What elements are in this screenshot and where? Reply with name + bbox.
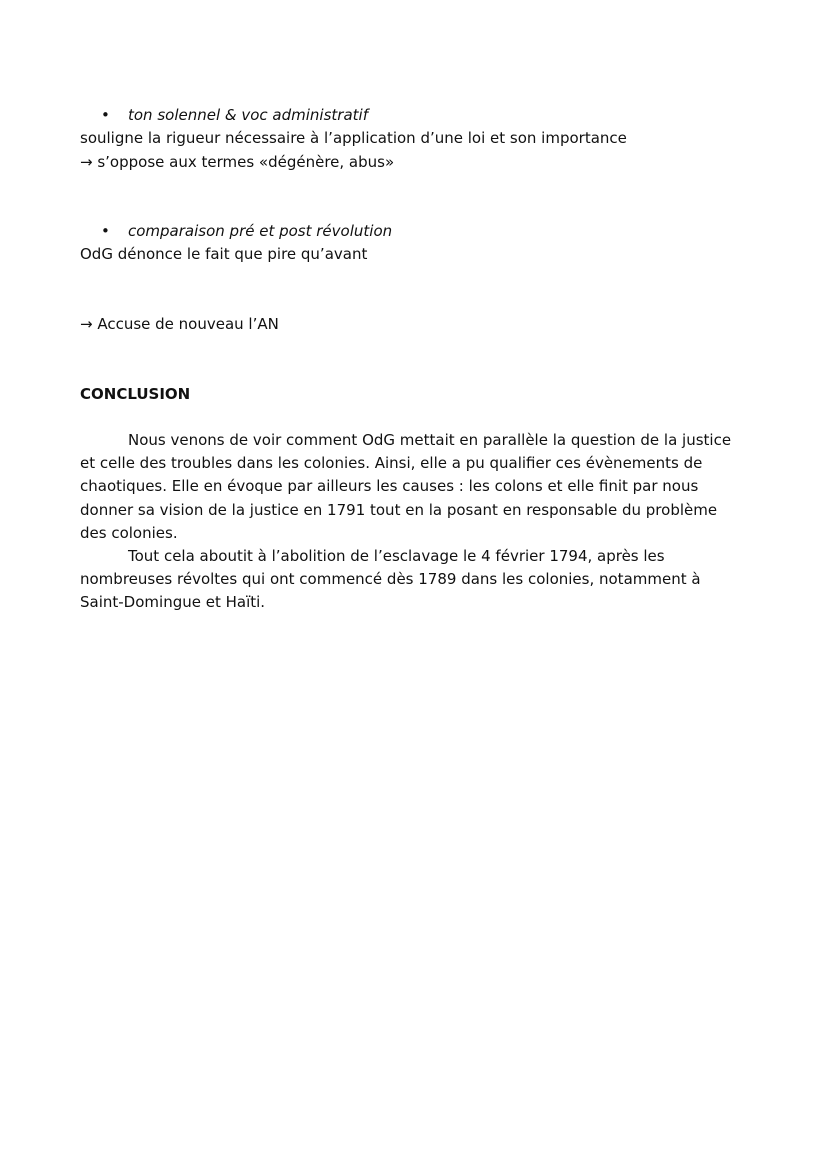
paragraph-line: Tout cela aboutit à l’abolition de l’esclavage le 4 février 1794, après les — [128, 547, 665, 565]
bullet-ton-solennel: ton solennel & voc administratif — [128, 106, 368, 124]
text-line-accuse: → Accuse de nouveau l’AN — [80, 315, 279, 333]
paragraph-line: donner sa vision de la justice en 1791 tout en la posant en responsable du problème — [80, 500, 718, 519]
paragraph-line: nombreuses révoltes qui ont commencé dès 1789 dans les colonies, notamment à — [80, 570, 701, 589]
paragraph-line: des colonies. — [80, 523, 178, 542]
bullet-icon: • — [101, 222, 110, 240]
text-line-denonce: OdG dénonce le fait que pire qu’avant — [80, 245, 368, 263]
conclusion-paragraph-2 — [80, 545, 750, 615]
bullet-comparaison: comparaison pré et post révolution — [128, 222, 393, 240]
conclusion-paragraph-1 — [80, 429, 750, 545]
bullet-icon: • — [101, 106, 110, 124]
text-line-souligne: souligne la rigueur nécessaire à l’application d’une loi et son importance — [80, 129, 627, 147]
text-line-oppose: → s’oppose aux termes «dégénère, abus» — [80, 153, 395, 171]
paragraph-line: chaotiques. Elle en évoque par ailleurs les causes : les colons et elle finit par nous — [80, 477, 699, 496]
conclusion-heading: CONCLUSION — [80, 385, 191, 403]
paragraph-line: Nous venons de voir comment OdG mettait en parallèle la question de la justice — [128, 431, 732, 449]
paragraph-line: et celle des troubles dans les colonies. Ainsi, elle a pu qualifier ces évènements de — [80, 454, 703, 473]
paragraph-line: Saint-Domingue et Haïti. — [80, 593, 266, 612]
